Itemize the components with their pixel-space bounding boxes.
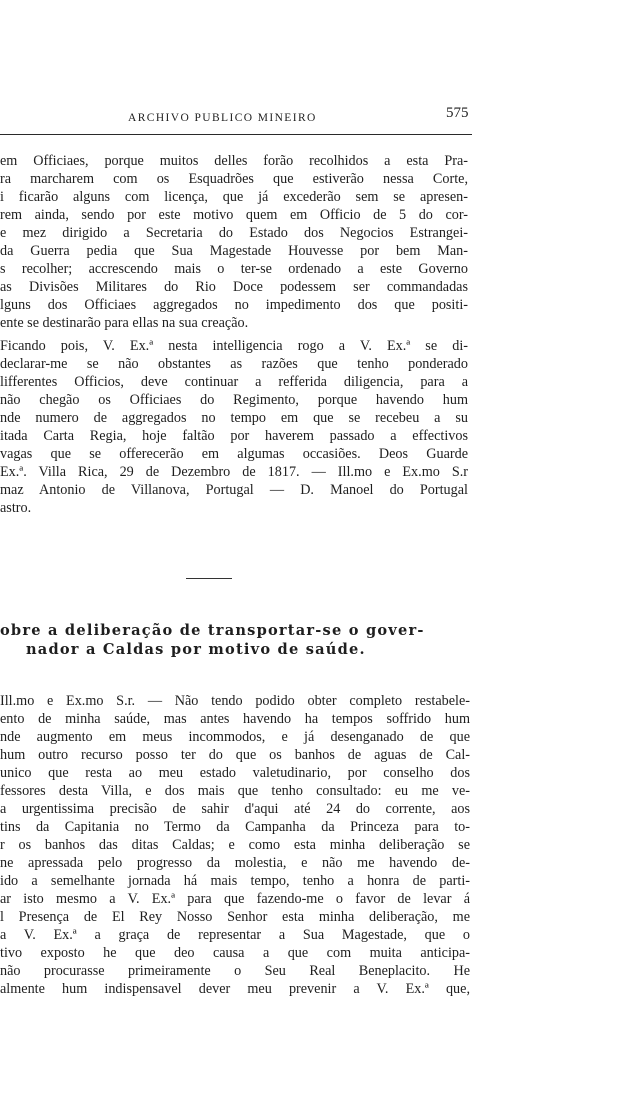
text-line: a V. Ex.ª a graça de representar a Sua Magestade, que o <box>0 927 470 943</box>
text-line: não chegão os Officiaes do Regimento, porque havendo hum <box>0 392 468 408</box>
text-line: s recolher; accrescendo mais o ter-se ordenado a este Governo <box>0 261 468 277</box>
text-line: e mez dirigido a Secretaria do Estado dos Negocios Estrangei- <box>0 225 468 241</box>
text-line: lguns dos Officiaes aggregados no impedimento dos que positi- <box>0 297 468 313</box>
text-line: itada Carta Regia, hoje faltão por haverem passado a effectivos <box>0 428 468 444</box>
text-line: ento de minha saúde, mas antes havendo ha tempos soffrido hum <box>0 711 470 727</box>
text-line: unico que resta ao meu estado valetudinario, por conselho dos <box>0 765 470 781</box>
text-line: não procurasse primeiramente o Seu Real Beneplacito. He <box>0 963 470 979</box>
text-line: nde numero de aggregados no tempo em que se recebeu a su <box>0 410 468 426</box>
page-number: 575 <box>446 105 469 121</box>
text-line: hum outro recurso posso ter do que os banhos de aguas de Cal- <box>0 747 470 763</box>
text-line: i ficarão alguns com licença, que já excederão sem se apresen- <box>0 189 468 205</box>
text-line: fessores desta Villa, e dos mais que tenho consultado: eu me ve- <box>0 783 470 799</box>
text-line: tins da Capitania no Termo da Campanha da Princeza para to- <box>0 819 470 835</box>
text-line: Ex.ª. Villa Rica, 29 de Dezembro de 1817. — Ill.mo e Ex.mo S.r <box>0 464 468 480</box>
text-line: declarar-me se não obstantes as razões que tenho ponderado <box>0 356 468 372</box>
running-header-title: ARCHIVO PUBLICO MINEIRO <box>128 112 317 124</box>
header-rule <box>0 134 472 135</box>
text-line: lifferentes Officios, deve continuar a refferida diligencia, para a <box>0 374 468 390</box>
text-line: vagas que se offerecerão em algumas occasiões. Deos Guarde <box>0 446 468 462</box>
text-line: as Divisões Militares do Rio Doce podessem ser commandadas <box>0 279 468 295</box>
text-line: rem ainda, sendo por este motivo quem em Officio de 5 do cor- <box>0 207 468 223</box>
text-line: r os banhos das ditas Caldas; e como esta minha deliberação se <box>0 837 470 853</box>
text-line: tivo exposto he que deo causa a que com muita anticipa- <box>0 945 470 961</box>
text-line: maz Antonio de Villanova, Portugal — D. Manoel do Portugal <box>0 482 468 498</box>
heading-line: nador a Caldas por motivo de saúde. <box>26 641 366 658</box>
text-line: ne apressada pelo progresso da molestia, e não me havendo de- <box>0 855 470 871</box>
text-line: em Officiaes, porque muitos delles forão recolhidos a esta Pra- <box>0 153 468 169</box>
text-line: Ficando pois, V. Ex.ª nesta intelligencia rogo a V. Ex.ª se di- <box>0 338 468 354</box>
text-line: almente hum indispensavel dever meu prevenir a V. Ex.ª que, <box>0 981 470 997</box>
text-line: ente se destinarão para ellas na sua creação. <box>0 315 249 331</box>
text-line: l Presença de El Rey Nosso Senhor esta minha deliberação, me <box>0 909 470 925</box>
text-line: Ill.mo e Ex.mo S.r. — Não tendo podido obter completo restabele- <box>0 693 470 709</box>
section-separator <box>186 578 232 579</box>
text-line: ido a semelhante jornada há mais tempo, tenho a honra de parti- <box>0 873 470 889</box>
text-line: a urgentissima precisão de sahir d'aqui até 24 do corrente, aos <box>0 801 470 817</box>
text-line: ra marcharem com os Esquadrões que estiverão nessa Corte, <box>0 171 468 187</box>
text-line: da Guerra pedia que Sua Magestade Houvesse por bem Man- <box>0 243 468 259</box>
text-line: ar isto mesmo a V. Ex.ª para que fazendo-me o favor de levar á <box>0 891 470 907</box>
text-line: astro. <box>0 500 32 516</box>
text-line: nde augmento em meus incommodos, e já desenganado de que <box>0 729 470 745</box>
heading-line: obre a deliberação de transportar-se o gover- <box>0 622 425 639</box>
